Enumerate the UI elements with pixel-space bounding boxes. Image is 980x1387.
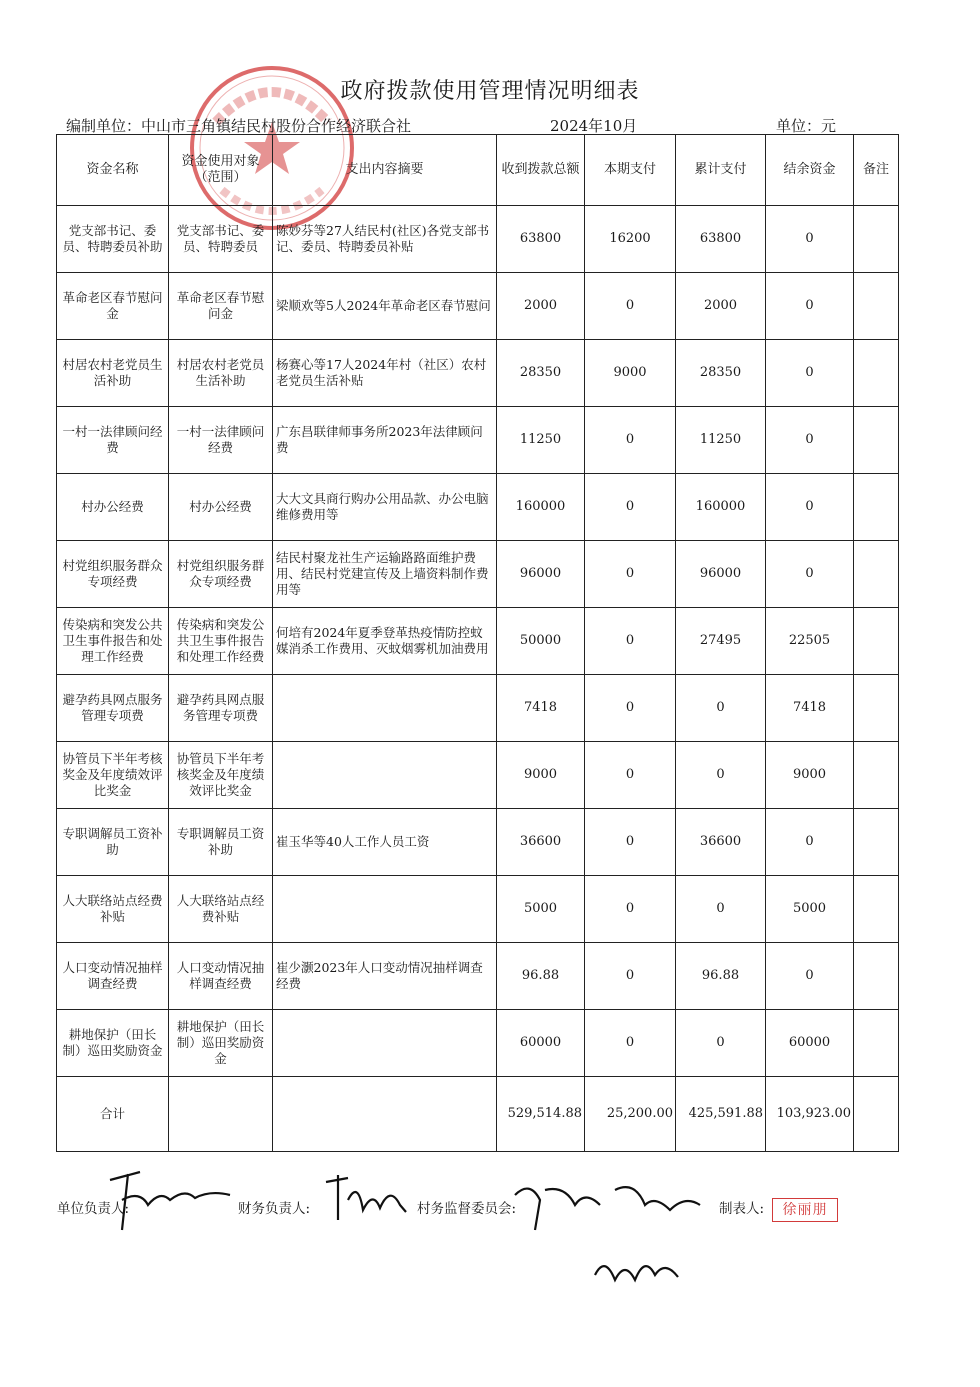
fund-scope: 一村一法律顾问经费	[169, 407, 273, 474]
col-header-total: 收到拨款总额	[497, 135, 585, 206]
fund-current: 0	[585, 407, 676, 474]
fund-scope: 党支部书记、委员、特聘委员	[169, 206, 273, 273]
table-row	[57, 273, 899, 340]
col-header-cumulative: 累计支付	[676, 135, 766, 206]
fund-summary: 崔少灏2023年人口变动情况抽样调查经费	[273, 943, 497, 1010]
fund-current: 0	[585, 541, 676, 608]
fund-current: 9000	[585, 340, 676, 407]
totals-row	[57, 1077, 899, 1152]
table-row	[57, 608, 899, 675]
fund-total: 160000	[497, 474, 585, 541]
fund-balance: 9000	[766, 742, 854, 809]
totals-balance: 103,923.00	[766, 1077, 854, 1152]
fund-cumulative: 63800	[676, 206, 766, 273]
table-row	[57, 809, 899, 876]
fund-summary: 梁顺欢等5人2024年革命老区春节慰问	[273, 273, 497, 340]
fund-note	[854, 541, 899, 608]
fund-scope: 村党组织服务群众专项经费	[169, 541, 273, 608]
fund-summary: 杨赛心等17人2024年村（社区）农村老党员生活补贴	[273, 340, 497, 407]
fund-cumulative: 28350	[676, 340, 766, 407]
fund-summary: 结民村聚龙社生产运输路路面维护费用、结民村党建宣传及上墙资料制作费用等	[273, 541, 497, 608]
table-row	[57, 943, 899, 1010]
fund-note	[854, 809, 899, 876]
col-header-summary: 支出内容摘要	[273, 135, 497, 206]
fund-balance: 0	[766, 340, 854, 407]
fund-note	[854, 407, 899, 474]
fund-name: 耕地保护（田长制）巡田奖励资金	[57, 1010, 169, 1077]
fund-name: 村党组织服务群众专项经费	[57, 541, 169, 608]
table-row	[57, 675, 899, 742]
fund-note	[854, 742, 899, 809]
fund-balance: 0	[766, 206, 854, 273]
fund-current: 0	[585, 876, 676, 943]
preparer-label: 制表人:	[719, 1201, 765, 1217]
table-row	[57, 541, 899, 608]
fund-summary: 何培有2024年夏季登革热疫情防控蚊媒消杀工作费用、灭蚊烟雾机加油费用	[273, 608, 497, 675]
table-row	[57, 474, 899, 541]
fund-balance: 7418	[766, 675, 854, 742]
fund-summary: 广东昌联律师事务所2023年法律顾问费	[273, 407, 497, 474]
fund-scope: 革命老区春节慰问金	[169, 273, 273, 340]
fund-total: 60000	[497, 1010, 585, 1077]
fund-cumulative: 0	[676, 675, 766, 742]
totals-current: 25,200.00	[585, 1077, 676, 1152]
preparer-stamp: 徐丽朋	[772, 1198, 838, 1222]
totals-label: 合计	[57, 1077, 169, 1152]
fund-balance: 0	[766, 273, 854, 340]
fund-note	[854, 206, 899, 273]
fund-summary: 陈妙芬等27人结民村(社区)各党支部书记、委员、特聘委员补贴	[273, 206, 497, 273]
fund-total: 96000	[497, 541, 585, 608]
currency-unit: 单位：元	[776, 117, 837, 135]
fund-summary	[273, 876, 497, 943]
fund-cumulative: 160000	[676, 474, 766, 541]
table-row	[57, 407, 899, 474]
fund-total: 7418	[497, 675, 585, 742]
fund-total: 11250	[497, 407, 585, 474]
fund-summary	[273, 1010, 497, 1077]
unit-head-signature	[100, 1160, 240, 1240]
fund-name: 革命老区春节慰问金	[57, 273, 169, 340]
fund-current: 16200	[585, 206, 676, 273]
supervision-signature-1	[505, 1175, 705, 1235]
fund-scope: 协管员下半年考核奖金及年度绩效评比奖金	[169, 742, 273, 809]
fund-total: 9000	[497, 742, 585, 809]
supervision-label: 村务监督委员会:	[417, 1201, 517, 1217]
fund-total: 5000	[497, 876, 585, 943]
fund-note	[854, 273, 899, 340]
fund-scope: 人口变动情况抽样调查经费	[169, 943, 273, 1010]
fund-name: 党支部书记、委员、特聘委员补助	[57, 206, 169, 273]
fund-current: 0	[585, 675, 676, 742]
fund-scope: 专职调解员工资补助	[169, 809, 273, 876]
totals-scope-empty	[169, 1077, 273, 1152]
col-header-note: 备注	[854, 135, 899, 206]
fund-total: 63800	[497, 206, 585, 273]
fund-name: 协管员下半年考核奖金及年度绩效评比奖金	[57, 742, 169, 809]
fund-summary	[273, 675, 497, 742]
col-header-balance: 结余资金	[766, 135, 854, 206]
fund-cumulative: 0	[676, 876, 766, 943]
unit-head-label: 单位负责人:	[57, 1201, 130, 1217]
fund-summary: 崔玉华等40人工作人员工资	[273, 809, 497, 876]
fund-scope: 村居农村老党员生活补助	[169, 340, 273, 407]
fund-current: 0	[585, 273, 676, 340]
allocation-table	[56, 134, 899, 1152]
org-line	[66, 115, 411, 136]
org-label: 编制单位：	[66, 117, 142, 135]
fund-current: 0	[585, 943, 676, 1010]
fund-cumulative: 11250	[676, 407, 766, 474]
fund-cumulative: 96.88	[676, 943, 766, 1010]
fund-note	[854, 474, 899, 541]
fund-cumulative: 27495	[676, 608, 766, 675]
totals-summary-empty	[273, 1077, 497, 1152]
fund-cumulative: 0	[676, 742, 766, 809]
fund-cumulative: 96000	[676, 541, 766, 608]
fund-note	[854, 340, 899, 407]
fund-scope: 传染病和突发公共卫生事件报告和处理工作经费	[169, 608, 273, 675]
fund-name: 避孕药具网点服务管理专项费	[57, 675, 169, 742]
fund-total: 2000	[497, 273, 585, 340]
fund-balance: 0	[766, 809, 854, 876]
fund-current: 0	[585, 809, 676, 876]
fund-current: 0	[585, 474, 676, 541]
fund-total: 96.88	[497, 943, 585, 1010]
totals-note-empty	[854, 1077, 899, 1152]
fund-balance: 5000	[766, 876, 854, 943]
fund-scope: 人大联络站点经费补贴	[169, 876, 273, 943]
finance-head-signature	[318, 1160, 418, 1230]
totals-total: 529,514.88	[497, 1077, 585, 1152]
table-row	[57, 876, 899, 943]
fund-current: 0	[585, 742, 676, 809]
col-header-scope: 资金使用对象（范围）	[169, 135, 273, 206]
fund-summary	[273, 742, 497, 809]
table-row	[57, 340, 899, 407]
table-row	[57, 206, 899, 273]
col-header-current: 本期支付	[585, 135, 676, 206]
col-header-name: 资金名称	[57, 135, 169, 206]
fund-name: 村办公经费	[57, 474, 169, 541]
fund-summary: 大大文具商行购办公用品款、办公电脑维修费用等	[273, 474, 497, 541]
fund-note	[854, 1010, 899, 1077]
fund-scope: 村办公经费	[169, 474, 273, 541]
org-name: 中山市三角镇结民村股份合作经济联合社	[141, 117, 412, 135]
fund-note	[854, 943, 899, 1010]
table-row	[57, 1010, 899, 1077]
finance-head-label: 财务负责人:	[238, 1201, 311, 1217]
fund-name: 一村一法律顾问经费	[57, 407, 169, 474]
fund-balance: 0	[766, 407, 854, 474]
fund-balance: 22505	[766, 608, 854, 675]
fund-current: 0	[585, 608, 676, 675]
fund-cumulative: 36600	[676, 809, 766, 876]
fund-balance: 0	[766, 943, 854, 1010]
fund-name: 人口变动情况抽样调查经费	[57, 943, 169, 1010]
fund-total: 36600	[497, 809, 585, 876]
totals-cumulative: 425,591.88	[676, 1077, 766, 1152]
fund-balance: 0	[766, 541, 854, 608]
period: 2024年10月	[550, 117, 638, 135]
fund-name: 村居农村老党员生活补助	[57, 340, 169, 407]
supervision-signature-2	[590, 1245, 690, 1295]
fund-name: 人大联络站点经费补贴	[57, 876, 169, 943]
table-row	[57, 742, 899, 809]
fund-name: 专职调解员工资补助	[57, 809, 169, 876]
fund-cumulative: 0	[676, 1010, 766, 1077]
fund-scope: 避孕药具网点服务管理专项费	[169, 675, 273, 742]
fund-note	[854, 608, 899, 675]
fund-name: 传染病和突发公共卫生事件报告和处理工作经费	[57, 608, 169, 675]
fund-note	[854, 675, 899, 742]
fund-scope: 耕地保护（田长制）巡田奖励资金	[169, 1010, 273, 1077]
fund-cumulative: 2000	[676, 273, 766, 340]
fund-total: 50000	[497, 608, 585, 675]
fund-total: 28350	[497, 340, 585, 407]
page-title: 政府拨款使用管理情况明细表	[340, 79, 640, 104]
fund-balance: 60000	[766, 1010, 854, 1077]
fund-current: 0	[585, 1010, 676, 1077]
fund-note	[854, 876, 899, 943]
header-row	[57, 135, 899, 206]
fund-balance: 0	[766, 474, 854, 541]
